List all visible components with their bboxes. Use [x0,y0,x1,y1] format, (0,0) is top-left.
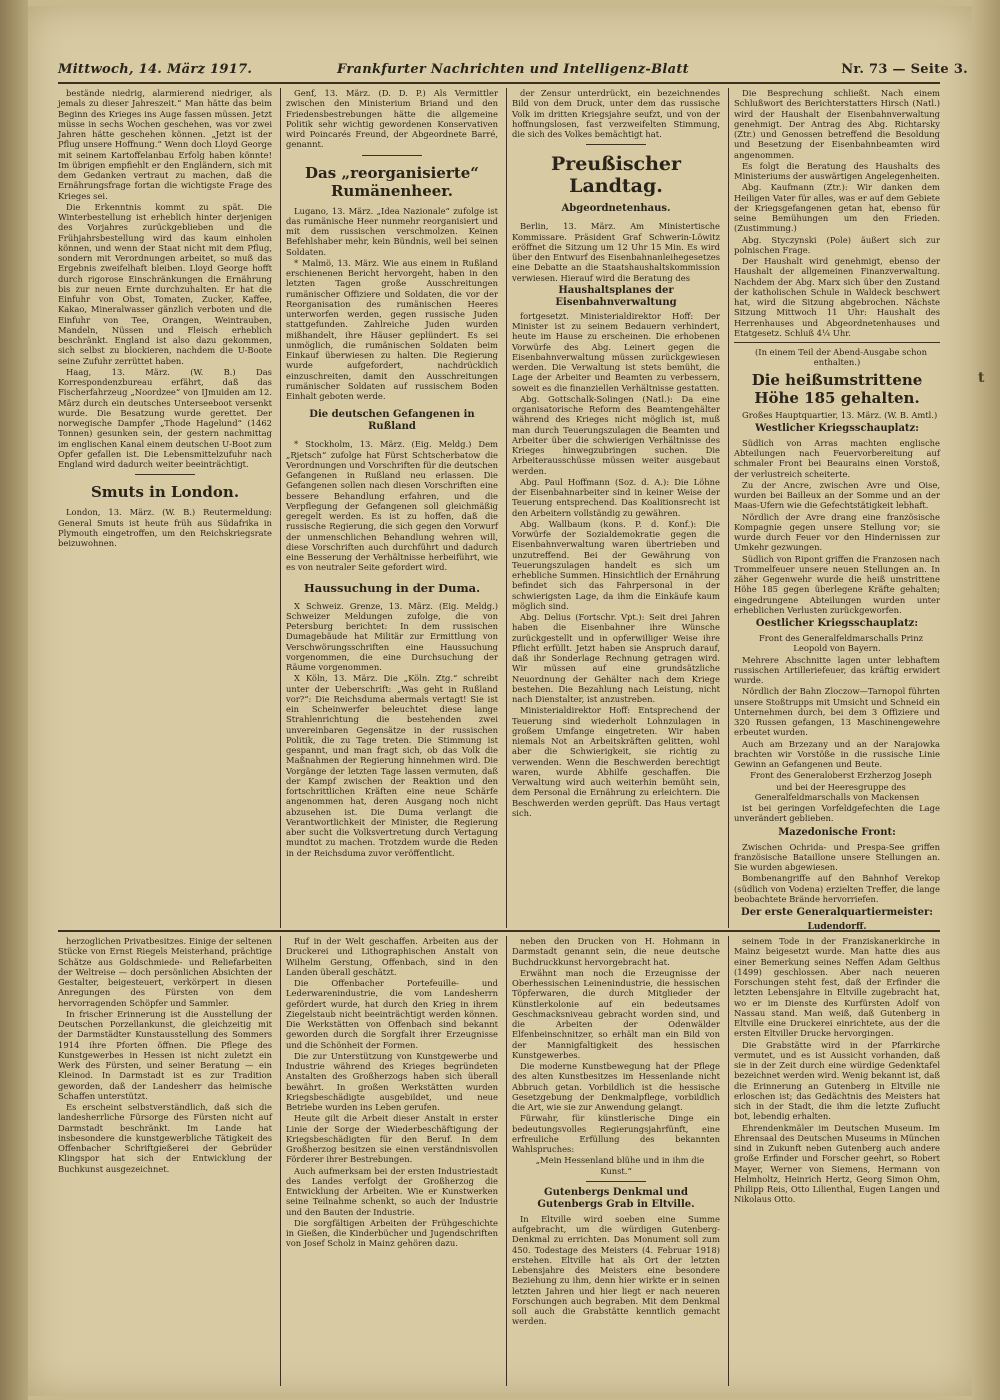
article-paragraph: Abg. Wallbaum (kons. P. d. Konf.): Die Vorwürfe der Sozialdemokratie gegen die Eisenbahnverwaltung waren übertrieben und unzutreffend. Bei der Gewährung von Teuerungszulagen handelt es sich um erhebliche Summen. Hinsichtlich der Ernährung befindet sich das Fahrpersonal in der schwierigsten Lage, da ihm die Einkäufe kaum möglich sind. [512,518,720,611]
front-name: Front des Generalfeldmarschalls Prinz Leopold von Bayern. [758,633,924,654]
headline-oestlicher: Oestlicher Kriegsschauplatz: [755,618,919,629]
article-paragraph: Heute gilt die Arbeit dieser Anstalt in erster Linie der Sorge der Wiederbeschäftigung der Kriegsbeschädigten für den Beruf. In dem Großherzog besitzen sie einen verständnisvollen Förderer ihrer Bestrebungen. [286,1113,498,1165]
article-paragraph: Berlin, 13. März. Am Ministertische Kommissare. Präsident Graf Schwerin-Löwitz eröffnet die Sitzung um 12 Uhr 15 Min. Es wird über den Entwurf des Eisenbahnanleihegesetzes eine Debatte an die Staatshaushaltskommission verwiesen. Hierauf wird die Beratung des [512,221,720,283]
bottom-column-2 [286,936,498,1386]
separator [734,342,940,343]
article-paragraph: Die Offenbacher Portefeuille- und Lederwarenindustrie, die vom Landesherrn gefördert wurde, hat durch den Krieg in ihrem Ziegelstaub nicht beeinträchtigt werden können. Die Werkstätten von Offenbach sind bekannt geworden durch die Sorgfalt ihrer Erzeugnisse und die Schönheit der Formen. [286,978,498,1050]
headline-gefangene: Die deutschen Gefangenen in Rußland [309,409,475,433]
signature-name: Ludendorff. [807,922,867,932]
article-paragraph: * Stockholm, 13. März. (Eig. Meldg.) Dem „Rjetsch“ zufolge hat Fürst Schtscherbatow die Verordnungen und Vorschriften für die deutschen Gefangenen in Rußland neu erlassen. Die Gefangenen sollen nach diesen Vorschriften eine bessere Behandlung erfahren, und die Verpflegung der Gefangenen soll gleichmäßig geregelt werden. Es ist zu hoffen, daß die russische Regierung, die sich gegen den Vorwurf der unmenschlichen Behandlung wehren will, diese Vorschriften auch durchführt und dadurch eine Besserung der Verhältnisse herbeiführt, wie es von neutraler Seite gefordert wird. [286,439,498,573]
column-3 [512,88,720,926]
binding-gutter [0,0,28,1400]
article-paragraph: neben den Drucken von H. Hohmann in Darmstadt genannt sein, die neue deutsche Buchdruckkunst hervorgebracht hat. [512,936,720,967]
article-paragraph: Die moderne Kunstbewegung hat der Pflege des alten Kunstbesitzes im Hessenlande nicht Abbruch getan. Vorbildlich ist die hessische Gesetzgebung der Denkmalpflege, vorbildlich die Art, wie sie zur Anwendung gelangt. [512,1061,720,1112]
column-divider [280,88,281,928]
signature-title: Der erste Generalquartiermeister: [741,907,933,918]
article-paragraph: Es erscheint selbstverständlich, daß sich die landesherrliche Fürsorge des Fürsten nicht auf Darmstadt beschränkt. Im Lande hat insbesondere die kunstgewerbliche Tätigkeit des Offenbacher Schriftgießerei der Gebrüder Klingspor hat sich der Entwicklung der Buchkunst ausgezeichnet. [58,1102,272,1174]
column-divider [728,936,729,1386]
headline-mazedonische: Mazedonische Front: [778,826,896,838]
headline-rumaenenheer: Das „reorganisierte“ Rumänenheer. [305,163,479,200]
article-paragraph: herzoglichen Privatbesitzes. Einige der seltenen Stücke von Ernst Riegels Meisterhand, prächtige Schätze aus Goldschmiede- und Reliefarbeiten der Weltreise — doch persönlichen Absichten der Gestalter, beigesteuert, verkörpert in diesen Anregungen des Fürsten von dem hervorragenden Schöpfer und Sammler. [58,936,272,1008]
article-paragraph: Die sorgfältigen Arbeiten der Frühgeschichte in Gießen, die Kinderbücher und Jugendschriften von Josef Scholz in Mainz gehören dazu. [286,1217,498,1249]
article-paragraph: Nördlich der Bahn Zloczow—Tarnopol führten unsere Stoßtrupps mit Umsicht und Schneid ein Unternehmen durch, bei dem 3 Offiziere und 320 Russen gefangen, 13 Maschinengewehre erbeutet wurden. [734,686,940,738]
article-paragraph: Ehrendenkmäler im Deutschen Museum. Im Ehrensaal des Deutschen Museums in München sind in Zukunft neben Gutenberg auch andere große Erfinder und Forscher geehrt, so Robert Mayer, Werner von Siemens, Hermann von Helmholtz, Heinrich Hertz, Georg Simon Ohm, Philipp Reis, Otto Lilienthal, Eugen Langen und Nikolaus Otto. [734,1122,940,1205]
article-paragraph: Abg. Styczynski (Pole) äußert sich zur polnischen Frage. [734,234,940,255]
article-paragraph: X Köln, 13. März. Die „Köln. Ztg.“ schreibt unter der Ueberschrift: „Was geht in Rußland vor?“: Die Reichsduma abermals vertagt! Sie ist ein Scheinwerfer beleuchtet diese lange Strahlenrichtung die bestehenden zwei unvereinbaren Gegensätze in der russischen Politik, die zu Tage treten. Die Stimmung ist gespannt, und man fragt sich, ob das Volk die Maßnahmen der Regierung hinnehmen wird. Die Vorgänge der letzten Tage lassen vermuten, daß der Kampf zwischen der Reaktion und den fortschrittlichen Kräften eine neue Schärfe angenommen hat, deren Ausgang noch nicht abzusehen ist. Die Duma verlangt die Verantwortlichkeit der Minister, die Regierung aber sucht die Volksvertretung durch Vertagung mundtot zu machen. Trotzdem wurde die Reden in der Reichsduma zuvor veröffentlicht. [286,673,498,858]
column-divider [280,936,281,1386]
newspaper-page [28,6,972,1396]
article-paragraph: * Malmö, 13. März. Wie aus einem in Rußland erschienenen Bericht hervorgeht, haben in den letzten Tagen große Ausschreitungen rumänischer Offiziere und Soldaten, die vor der Reorganisation des rumänischen Heeres unterworfen werden, gegen russische Juden stattgefunden. Zahlreiche Juden wurden mißhandelt, ihre Häuser geplündert. Es sei unmöglich, die rumänischen Soldaten beim Einkauf überwiesen zu halten. Die Regierung wurde aufgefordert, nachdrücklich einzuschreiten, damit den Ausschreitungen rumänischer Soldaten auf russischem Boden Einhalt geboten werde. [286,257,498,401]
edge-letter: t [978,370,985,386]
header-rule [58,82,940,84]
separator [586,144,646,145]
front-name: Front des Generaloberst Erzherzog Joseph [750,770,932,781]
column-divider [506,88,507,928]
article-paragraph: Auch aufmerksam bei der ersten Industriestadt des Landes verfolgt der Großherzog die Entwicklung der Arbeiten. Wie er Kunstwerken seine Teilnahme schenkt, so auch der Industrie und den Bauten der Industrie. [286,1165,498,1217]
article-paragraph: Abg. Gottschalk-Solingen (Natl.): Da eine organisatorische Reform des Beamtengehälter während des Krieges nicht möglich ist, muß man durch Teuerungszulagen die Beamten und Arbeiter über die schwierigen Verhältnisse des Krieges hinwegzubringen suchen. Die Arbeiterausschüsse müssen weiter ausgebaut werden. [512,393,720,476]
article-paragraph: seinem Tode in der Franziskanerkirche in Mainz beigesetzt wurde. Man hatte dies aus einer Bemerkung seines Neffen Adam Gelthus (1499) geschlossen. Aber nach neueren Forschungen steht fest, daß der Erfinder die letzten Lebensjahre in Eltville zugebracht hat, wo er im Dienste des Kurfürsten Adolf von Nassau stand. Man weiß, daß Gutenberg in Eltville eine Druckerei einrichtete, aus der die ersten Eltviller Drucke hervorgingen. [734,936,940,1039]
article-paragraph: London, 13. März. (W. B.) Reutermeldung: General Smuts ist heute früh aus Südafrika in Plymouth eingetroffen, um den Reichskriegsrate beizuwohnen. [58,507,272,548]
front-name: und bei der Heeresgruppe des Generalfeldmarschalls von Mackensen [754,781,920,802]
column-4 [734,88,940,932]
article-paragraph: Fürwahr, für künstlerische Dinge ein bedeutungsvolles Regierungsjahrfünft, eine erfreuliche Erfüllung des bekannten Wahlspruches: [512,1113,720,1154]
article-paragraph: Haag, 13. März. (W. B.) Das Korrespondenzbureau erfährt, daß das Fischerfahrzeug „Noordzee“ von IJmuiden am 12. März durch ein deutsches Unterseeboot versenkt wurde. Die Besatzung wurde gerettet. Der norwegische Dampfer „Thode Hagelund“ (1462 Tonnen) gesunken sein, der gestern nachmittag im englischen Kanal einem deutschen U-Boot zum Opfer gefallen ist. Die Lebensmittelzufuhr nach England wird dadurch weiter beeinträchtigt. [58,366,272,469]
article-paragraph: Die zur Unterstützung von Kunstgewerbe und Industrie während des Krieges begründeten Anstalten des Großherzogs haben sich überall bewährt. In großen Werkstätten wurden Kriegsbeschädigte ausgebildet, und neue Betriebe wurden ins Leben gerufen. [286,1050,498,1112]
article-paragraph: Zwischen Ochrida- und Prespa-See griffen französische Bataillone unsere Stellungen an. Sie wurden abgewiesen. [734,841,940,872]
issue-date: Mittwoch, 14. März 1917. [58,62,253,77]
subheadline-abgeordnetenhaus: Abgeordnetenhaus. [561,203,671,215]
separator [586,1181,646,1182]
column-divider [506,936,507,1386]
article-paragraph: In Eltville wird soeben eine Summe aufgebracht, um die würdigen Gutenberg-Denkmal zu errichten. Das Monument soll zum 450. Todestage des Meisters (4. Februar 1918) erstehen. Eltville hat als Ort der letzten Lebensjahre des Meisters eine besondere Beziehung zu ihm, denn hier wirkte er in seinen letzten Jahren und hier liegt er nach neueren Forschungen auch begraben. Mit dem Denkmal soll auch die Grabstätte kenntlich gemacht werden. [512,1213,720,1327]
article-paragraph: Großes Hauptquartier, 13. März. (W. B. Amtl.) [742,409,938,420]
article-paragraph: bestände niedrig, alarmierend niedriger, als jemals zu dieser Jahreszeit.“ Man hätte das beim Beginn des Krieges ins Auge fassen müssen. Jetzt müsse in sechs Wochen geschehen, was vor zwei Jahren hätte geschehen können. „Jetzt ist der Pflug unsere Hoffnung.“ Wenn doch Lloyd George mit seinem Kartoffelanbau Erfolg haben könnte! Im übrigen empfiehlt er den Engländern, sich mit dem Gedanken vertraut zu machen, daß die Ernährungsfrage fortan die wichtigste Frage des Krieges sei. [58,88,272,201]
separator [135,474,195,475]
article-paragraph: Der Haushalt wird genehmigt, ebenso der Haushalt der allgemeinen Finanzverwaltung. Nachdem der Abg. Marx sich über den Zustand der katholischen Schule in Waldeck beschwert hat, wird die Sitzung abgebrochen. Nächste Sitzung Mittwoch 11 Uhr: Haushalt des Herrenhauses und Abgeordnetenhauses und Etatgesetz. Schluß 4¼ Uhr. [734,256,940,338]
headline-gutenberg: Gutenbergs Denkmal und Gutenbergs Grab in Eltville. [537,1186,695,1210]
headline-hoehe-185: Die heißumstrittene Höhe 185 gehalten. [751,370,923,407]
column-2 [286,88,498,926]
article-paragraph: Genf, 13. März. (D. D. P.) Als Vermittler zwischen den Ministerium Briand und den Friedensbestrebungen hätte die allgemeine Politik sehr wichtig gewordenen Konservativen wird Poincarés Freund, der Abgeordnete Barré, genannt. [286,88,498,150]
article-paragraph: Bombenangriffe auf den Bahnhof Verekop (südlich von Vodena) erzielten Treffer, die lange beobachtete Brände hervorriefen. [734,873,940,904]
article-paragraph: ist bei geringen Vorfeldgefechten die Lage unverändert geblieben. [734,803,940,824]
article-paragraph: Erwähnt man noch die Erzeugnisse der Oberhessischen Leinenindustrie, die hessischen Töpferwaren, die durch Mitglieder der Künstlerkolonie auf ein bedeutsames Geschmacksniveau gebracht worden sind, und die Arbeiten der Odenwälder Elfenbeinschnitzer, so erhält man ein Bild von der Mannigfaltigkeit des hessischen Kunstgewerbes. [512,967,720,1060]
adjacent-page-edge [972,0,1000,1400]
article-paragraph: X Schweiz. Grenze, 13. März. (Eig. Meldg.) Schweizer Meldungen zufolge, die von Petersburg berichtet: In dem russischen Dumagebäude hat Militär zur Ermittlung von Verschwörungsschriften eine Haussuchung vorgenommen, die eine Durchsuchung der Räume vorgenommen. [286,600,498,672]
article-paragraph: Auch am Brzezany und an der Narajowka brachten wir Vorstöße in die russische Linie Gewinn an Gefangenen und Beute. [734,738,940,769]
article-paragraph: Es folgt die Beratung des Haushalts des Ministeriums der auswärtigen Angelegenheiten. [734,160,940,181]
article-paragraph: In frischer Erinnerung ist die Ausstellung der Deutschen Porzellankunst, die gleichzeitig mit der Darmstädter Kunstausstellung des Sommers 1914 ihre Pforten öffnen. Die Pflege des Kunstgewerbes in Hessen ist nicht zuletzt ein Werk des Fürsten, und seiner Beratung — ein Kleinod. In Darmstadt ist es zur Tradition geworden, daß der Landesherr das heimische Schaffen unterstützt. [58,1008,272,1101]
article-paragraph: Abg. Kaufmann (Ztr.): Wir danken dem Heiligen Vater für alles, was er auf dem Gebiete der Kriegsgefangenen getan hat, ebenso für seine Bemühungen um den Frieden. (Zustimmung.) [734,182,940,234]
article-paragraph: Mehrere Abschnitte lagen unter lebhaftem russischen Artilleriefeuer, das kräftig erwidert wurde. [734,654,940,685]
bottom-column-3 [512,936,720,1386]
article-paragraph: Lugano, 13. März. „Idea Nazionale“ zufolge ist das rumänische Heer nunmehr reorganisiert und mit dem russischen verschmolzen. Keinen Befehlshaber mehr, kein Bündnis, weil bei seinen Soldaten. [286,205,498,257]
article-paragraph: Zu der Ancre, zwischen Avre und Oise, wurden bei Bailleux an der Somme und an der Maas-Ufern wie die Gefechtstätigkeit lebhaft. [734,479,940,511]
article-paragraph: Südlich von Ripont griffen die Franzosen nach Trommelfeuer unsere neuen Stellungen an. In zäher Gegenwehr wurde die heiß umstrittene Höhe 185 gegen überlegene Kräfte gehalten; eingedrungene Abteilungen wurden unter erheblichen Verlusten zurückgeworfen. [734,553,940,615]
column-divider [728,88,729,928]
article-paragraph: Abg. Paul Hoffmann (Soz. d. A.): Die Löhne der Eisenbahnarbeiter sind in keiner Weise der Teuerung entsprechend. Das Koalitionsrecht ist den Arbeitern vollständig zu gewähren. [512,476,720,518]
article-paragraph: Ministerialdirektor Hoff: Entsprechend der Teuerung sind wiederholt Lohnzulagen in großem Umfange eingetreten. Wir haben niemals Not an Arbeitskräften gelitten, wohl aber die Schwierigkeit, sie richtig zu verwenden. Wenn die Beschwerden berechtigt waren, wurde Abhilfe geschaffen. Die Verwaltung wird auch weiterhin bemüht sein, dem Personal die Ernährung zu erleichtern. Die Beschwerden werden geprüft. Das Haus vertagt sich. [512,705,720,818]
article-paragraph: Südlich von Arras machten englische Abteilungen nach Feuervorbereitung auf schmaler Front bei Beaurains einen Vorstoß, der verlustreich scheiterte. [734,437,940,479]
edition-note: (In einem Teil der Abend-Ausgabe schon enthalten.) [755,347,927,368]
headline-duma: Haussuchung in der Duma. [303,580,481,595]
article-paragraph: Die Erkenntnis kommt zu spät. Die Winterbestellung ist erheblich hinter derjenigen des Vorjahres zurückgeblieben und die Frühjahrsbestellung wird das kaum einholen können, und wenn der Staat nicht mit dem Pflug, sondern mit Verordnungen arbeitet, so muß das Ergebnis zweifelhaft bleiben. Lloyd George hofft durch rigorose Einschränkungen die Ernährung bis zur neuen Ernte durchzuhalten. Er hat die Einfuhr von Obst, Tomaten, Zucker, Kaffee, Kakao, Mineralwasser gänzlich verboten und die Einfuhr von Tee, Orangen, Weintrauben, Mandeln, Nüssen und Fleisch erheblich beschränkt. England ist also dazu gekommen, sich selbst zu blockieren, nachdem die U-Boote seine Zufuhr zerrüttet haben. [58,201,272,366]
article-paragraph: fortgesetzt. Ministerialdirektor Hoff: Der Minister ist zu seinem Bedauern verhindert, heute im Hause zu erscheinen. Die erhobenen Vorwürfe des Abg. Leinert gegen die Eisenbahnverwaltung müssen zurückgewiesen werden. Die Verwaltung ist stets bemüht, die Lage der Arbeiter und Beamten zu verbessern, soweit es die finanziellen Verhältnisse gestatten. [512,310,720,393]
article-paragraph: Die Besprechung schließt. Nach einem Schlußwort des Berichterstatters Hirsch (Natl.) wird der Haushalt der Eisenbahnverwaltung genehmigt. Der Antrag des Abg. Richtarsky (Ztr.) und Genossen betreffend die Besoldung und Besetzung der Eisenbahnbeamten wird angenommen. [734,88,940,160]
headline-landtag: Preußischer Landtag. [550,153,682,198]
article-paragraph: Abg. Delius (Fortschr. Vpt.): Seit drei Jahren haben die Eisenbahner ihre Wünsche zurückgestellt und in opferwilliger Weise ihre Pflicht erfüllt. Jetzt haben sie Anspruch darauf, daß ihr Sonderlage Rechnung getragen wird. Wir müssen auf eine grundsätzliche Neuordnung der Gehälter nach dem Kriege bestehen. Die Bezahlung nach Leistung, nicht nach Dienstalter, ist anzustreben. [512,612,720,704]
separator [362,155,422,156]
article-paragraph: der Zensur unterdrückt, ein bezeichnendes Bild von dem Druck, unter dem das russische Volk im dritten Kriegsjahre seufzt, und von der hoffnungslosen, fast verzweifelten Stimmung, die sich des Volkes bemächtigt hat. [512,88,720,139]
bottom-column-1 [58,936,272,1386]
column-1 [58,88,272,926]
article-paragraph: Nördlich der Avre drang eine französische Kompagnie gegen unsere Stellung vor; sie wurde durch Feuer vor den Hindernissen zur Umkehr gezwungen. [734,511,940,553]
quote: „Mein Hessenland blühe und in ihm die Kunst.“ [535,1155,705,1176]
article-paragraph: Ruf in der Welt geschaffen. Arbeiten aus der Druckerei und Lithographischen Anstalt von Wilhelm Gerstung, Offenbach, sind in den Landen überall geschätzt. [286,936,498,977]
page-header [58,62,968,84]
bottom-column-4 [734,936,940,1386]
page-number: Nr. 73 — Seite 3. [841,62,968,77]
headline-westlicher: Westlicher Kriegsschauplatz: [755,422,919,434]
newspaper-title: Frankfurter Nachrichten und Intelligenz-Blatt [337,62,689,77]
headline-smuts: Smuts in London. [90,483,240,502]
headline-haushalt: Haushaltsplanes der Eisenbahnverwaltung [555,284,677,308]
article-paragraph: Die Grabstätte wird in der Pfarrkirche vermutet, und es ist Aussicht vorhanden, daß sie in der Zeit durch eine würdige Gedenktafel bezeichnet werden wird. Wenig bekannt ist, daß die Erinnerung an Gutenberg in Eltville nie erloschen ist; das Gedächtnis des Meisters hat sich in der Stadt, die ihm die letzte Zuflucht bot, lebendig erhalten. [734,1039,940,1122]
